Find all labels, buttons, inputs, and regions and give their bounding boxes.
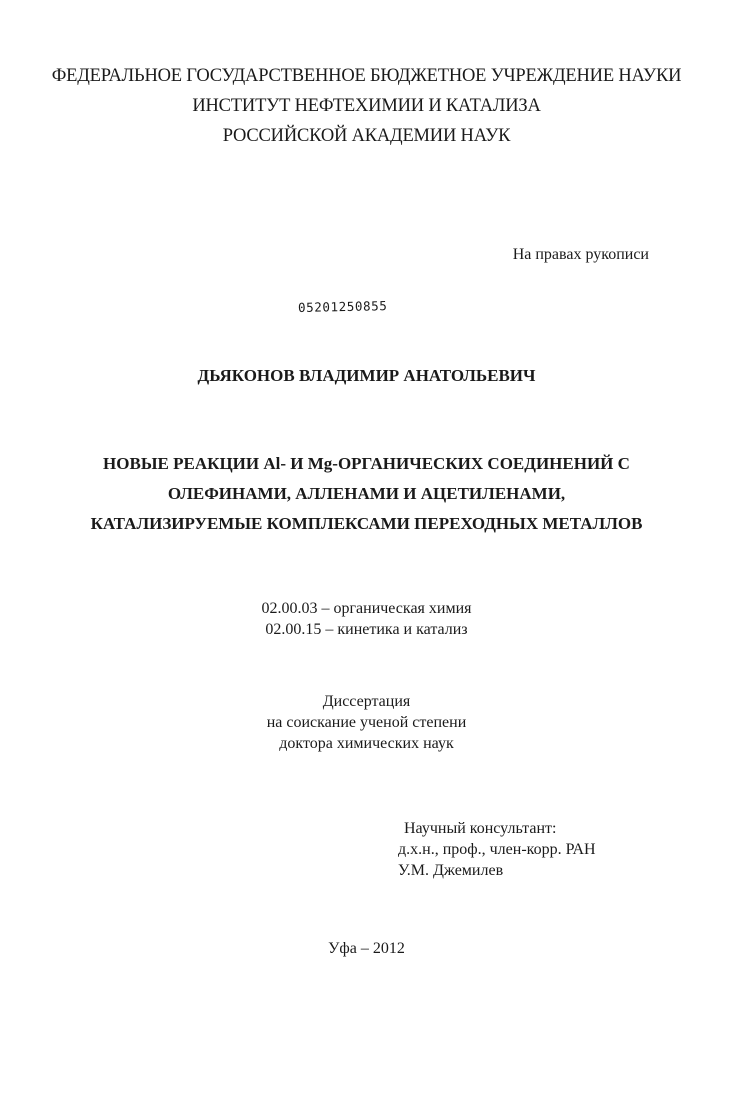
author-name: ДЬЯКОНОВ ВЛАДИМИР АНАТОЛЬЕВИЧ (197, 366, 536, 385)
consultant-label: Научный консультант: (404, 820, 557, 837)
title-line-3: КАТАЛИЗИРУЕМЫЕ КОМПЛЕКСАМИ ПЕРЕХОДНЫХ МЕТАЛЛОВ (90, 514, 643, 533)
specialty-2: 02.00.15 – кинетика и катализ (265, 621, 468, 638)
degree-line-2: на соискание ученой степени (266, 714, 467, 731)
institution-line-2: ИНСТИТУТ НЕФТЕХИМИИ И КАТАЛИЗА (192, 96, 541, 116)
document-number: 05201250855 (297, 298, 388, 315)
place-year: Уфа – 2012 (328, 940, 405, 957)
consultant-credentials: д.х.н., проф., член-корр. РАН (398, 841, 596, 858)
institution-line-1: ФЕДЕРАЛЬНОЕ ГОСУДАРСТВЕННОЕ БЮДЖЕТНОЕ УЧРЕЖДЕНИЕ НАУКИ (51, 66, 682, 86)
degree-line-3: доктора химических наук (279, 735, 454, 752)
degree-line-1: Диссертация (322, 693, 411, 710)
title-line-2: ОЛЕФИНАМИ, АЛЛЕНАМИ И АЦЕТИЛЕНАМИ, (167, 484, 566, 503)
consultant-name: У.М. Джемилев (398, 862, 504, 879)
specialty-1: 02.00.03 – органическая химия (261, 600, 472, 617)
title-line-1: НОВЫЕ РЕАКЦИИ Al- И Mg-ОРГАНИЧЕСКИХ СОЕДИНЕНИЙ С (103, 454, 630, 473)
manuscript-rights-label: На правах рукописи (512, 246, 649, 263)
institution-line-3: РОССИЙСКОЙ АКАДЕМИИ НАУК (222, 126, 511, 146)
